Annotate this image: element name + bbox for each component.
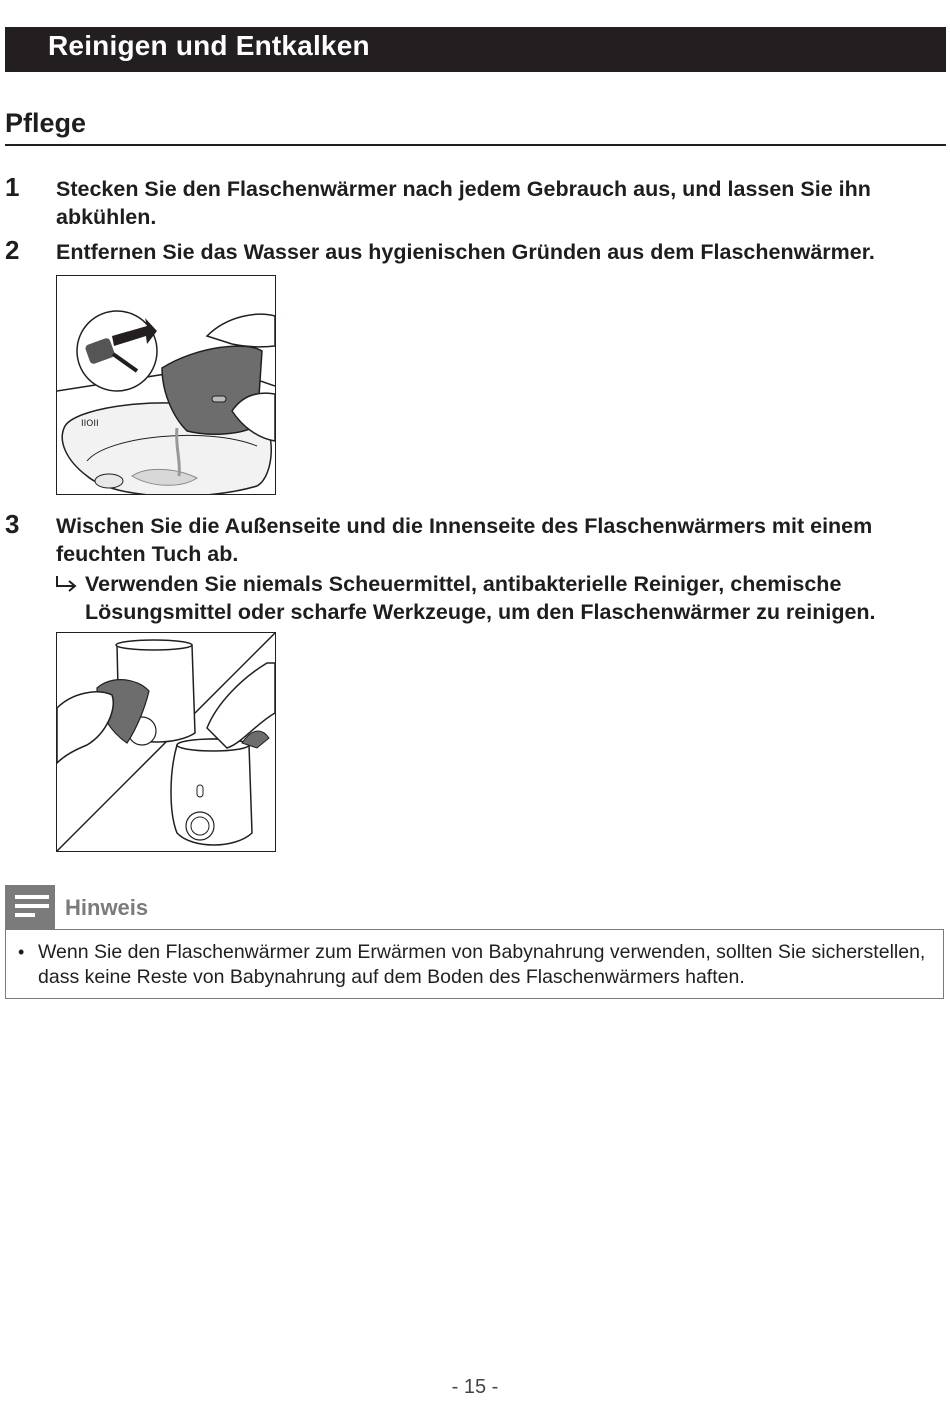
step-text-3: Wischen Sie die Außenseite und die Innenseite des Flaschenwärmers mit einem feuchten Tuch ab. <box>56 514 873 566</box>
step-number-2: 2 <box>5 235 20 265</box>
pour-water-illustration <box>56 275 276 495</box>
page-number: - 15 - <box>451 1376 499 1398</box>
section-title: Pflege <box>5 108 87 138</box>
step-text-2: Entfernen Sie das Wasser aus hygienischen Gründen aus dem Flaschenwärmer. <box>56 240 875 264</box>
step-text-1: Stecken Sie den Flaschenwärmer nach jedem Gebrauch aus, und lassen Sie ihn abkühlen. <box>56 177 871 229</box>
step-3-result: Verwenden Sie niemals Scheuermittel, antibakterielle Reiniger, chemische Lösungsmittel oder scharfe Werkzeuge, um den Flaschenwärmer zu reinigen. <box>85 572 876 624</box>
step-number-1: 1 <box>5 172 20 202</box>
note-box <box>5 929 944 999</box>
wipe-cloth-illustration <box>56 632 276 852</box>
note-item-text: Wenn Sie den Flaschenwärmer zum Erwärmen von Babynahrung verwenden, sollten Sie sicherstellen, dass keine Reste von Babynahrung auf dem Boden des Flaschenwärmers haften. <box>38 941 926 988</box>
bullet: • <box>18 942 25 962</box>
chapter-title: Reinigen und Entkalken <box>48 30 370 61</box>
svg-text:IIOII: IIOII <box>81 419 99 429</box>
note-label: Hinweis <box>65 895 149 920</box>
note-lines-icon <box>5 885 55 929</box>
step-number-3: 3 <box>5 509 20 539</box>
section-divider <box>5 144 946 146</box>
result-arrow-icon <box>54 572 80 594</box>
chapter-banner <box>5 27 946 72</box>
